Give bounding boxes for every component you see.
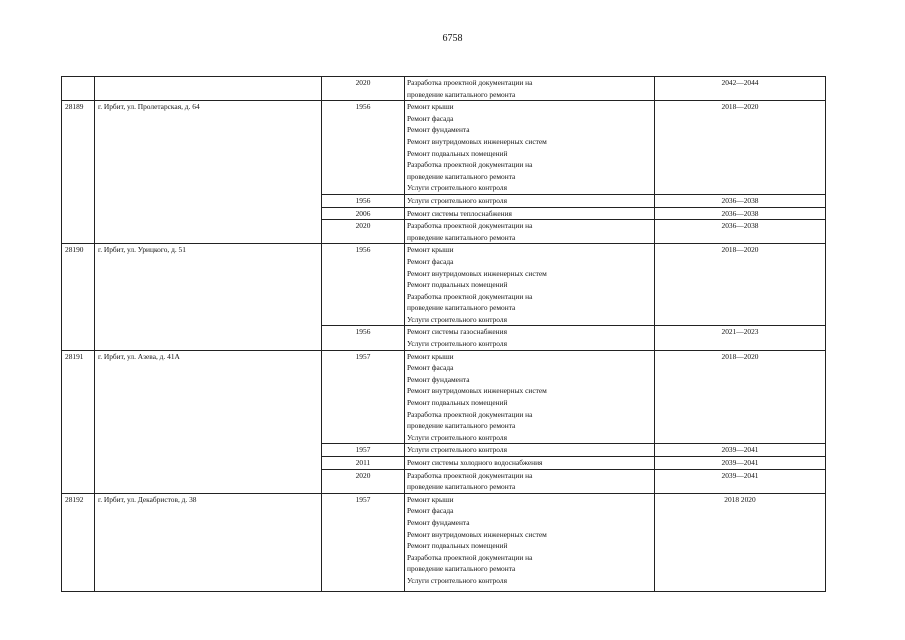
table-row <box>62 350 826 444</box>
table-row <box>62 244 826 326</box>
works-cell <box>405 457 655 470</box>
work-line: Ремонт внутридомовых инженерных систем <box>407 268 547 278</box>
work-line: Ремонт подвальных помещений <box>407 280 508 290</box>
year-cell: 2020 <box>322 220 405 244</box>
work-line: Разработка проектной документации на <box>407 552 533 562</box>
work-line: Ремонт подвальных помещений <box>407 398 508 408</box>
table-row <box>62 77 826 101</box>
address-cell <box>95 77 322 101</box>
year-cell: 2006 <box>322 207 405 220</box>
works-cell <box>405 77 655 101</box>
work-line: Разработка проектной документации на <box>407 78 533 87</box>
work-line: Ремонт крыши <box>407 494 454 504</box>
work-line: проведение капитального ремонта <box>407 482 516 492</box>
year-cell: 1956 <box>322 244 405 326</box>
house-number-cell: 28192 <box>62 493 95 591</box>
work-line: проведение капитального ремонта <box>407 232 516 242</box>
work-line: проведение капитального ремонта <box>407 303 516 313</box>
year-cell: 2020 <box>322 77 405 101</box>
year-cell: 1957 <box>322 493 405 591</box>
works-cell <box>405 244 655 326</box>
period-cell: 2018—2020 <box>655 244 826 326</box>
table-row <box>62 101 826 195</box>
period-cell: 2039—2041 <box>655 469 826 493</box>
work-line: Ремонт фундамента <box>407 374 470 384</box>
work-line: Ремонт фасада <box>407 363 454 373</box>
work-line: Услуги строительного контроля <box>407 339 507 349</box>
work-line: Ремонт крыши <box>407 245 454 255</box>
period-cell: 2036—2038 <box>655 220 826 244</box>
works-cell <box>405 194 655 207</box>
work-line: Услуги строительного контроля <box>407 575 507 585</box>
capital-repair-table <box>61 76 826 592</box>
house-number-cell: 28189 <box>62 101 95 244</box>
work-line: Услуги строительного контроля <box>407 314 507 324</box>
table-row <box>62 493 826 591</box>
works-cell <box>405 207 655 220</box>
work-line: Ремонт системы теплоснабжения <box>407 208 512 218</box>
year-cell: 1957 <box>322 444 405 457</box>
works-cell <box>405 469 655 493</box>
work-line: Ремонт внутридомовых инженерных систем <box>407 529 547 539</box>
work-line: проведение капитального ремонта <box>407 564 516 574</box>
works-cell <box>405 326 655 350</box>
period-cell: 2018 2020 <box>655 493 826 591</box>
period-cell: 2021—2023 <box>655 326 826 350</box>
work-line: проведение капитального ремонта <box>407 171 516 181</box>
work-line: Ремонт внутридомовых инженерных систем <box>407 386 547 396</box>
work-line: проведение капитального ремонта <box>407 421 516 431</box>
work-line: проведение капитального ремонта <box>407 89 516 99</box>
period-cell: 2018—2020 <box>655 350 826 444</box>
work-line: Ремонт крыши <box>407 102 454 112</box>
year-cell: 1956 <box>322 326 405 350</box>
page-number: 6758 <box>442 33 463 44</box>
work-line: Ремонт фундамента <box>407 517 470 527</box>
address-cell: г. Ирбит, ул. Урицкого, д. 51 <box>95 244 322 350</box>
work-line: Ремонт крыши <box>407 351 454 361</box>
work-line: Разработка проектной документации на <box>407 470 533 480</box>
address-cell: г. Ирбит, ул. Декабристов, д. 38 <box>95 493 322 591</box>
house-number-cell: 28191 <box>62 350 95 493</box>
works-cell <box>405 493 655 591</box>
address-cell: г. Ирбит, ул. Пролетарская, д. 64 <box>95 101 322 244</box>
work-line: Ремонт фасада <box>407 256 454 266</box>
year-cell: 2011 <box>322 457 405 470</box>
work-line: Ремонт подвальных помещений <box>407 541 508 551</box>
work-line: Ремонт системы газоснабжения <box>407 327 507 337</box>
works-cell <box>405 350 655 444</box>
work-line: Ремонт внутридомовых инженерных систем <box>407 136 547 146</box>
address-cell: г. Ирбит, ул. Азева, д. 41А <box>95 350 322 493</box>
work-line: Ремонт подвальных помещений <box>407 148 508 158</box>
work-line: Разработка проектной документации на <box>407 160 533 170</box>
year-cell: 1957 <box>322 350 405 444</box>
work-line: Услуги строительного контроля <box>407 445 507 455</box>
year-cell: 1956 <box>322 101 405 195</box>
work-line: Разработка проектной документации на <box>407 409 533 419</box>
works-cell <box>405 220 655 244</box>
work-line: Услуги строительного контроля <box>407 195 507 205</box>
year-cell: 2020 <box>322 469 405 493</box>
works-cell <box>405 101 655 195</box>
house-number-cell <box>62 77 95 101</box>
work-line: Разработка проектной документации на <box>407 291 533 301</box>
period-cell: 2039—2041 <box>655 457 826 470</box>
work-line: Ремонт фасада <box>407 113 454 123</box>
works-cell <box>405 444 655 457</box>
period-cell: 2036—2038 <box>655 194 826 207</box>
period-cell: 2018—2020 <box>655 101 826 195</box>
house-number-cell: 28190 <box>62 244 95 350</box>
work-line: Ремонт фундамента <box>407 125 470 135</box>
period-cell: 2036—2038 <box>655 207 826 220</box>
work-line: Услуги строительного контроля <box>407 183 507 193</box>
work-line: Услуги строительного контроля <box>407 432 507 442</box>
work-line: Разработка проектной документации на <box>407 221 533 231</box>
period-cell: 2039—2041 <box>655 444 826 457</box>
work-line: Ремонт системы холодного водоснабжения <box>407 458 543 467</box>
work-line: Ремонт фасада <box>407 506 454 516</box>
year-cell: 1956 <box>322 194 405 207</box>
period-cell: 2042—2044 <box>655 77 826 101</box>
